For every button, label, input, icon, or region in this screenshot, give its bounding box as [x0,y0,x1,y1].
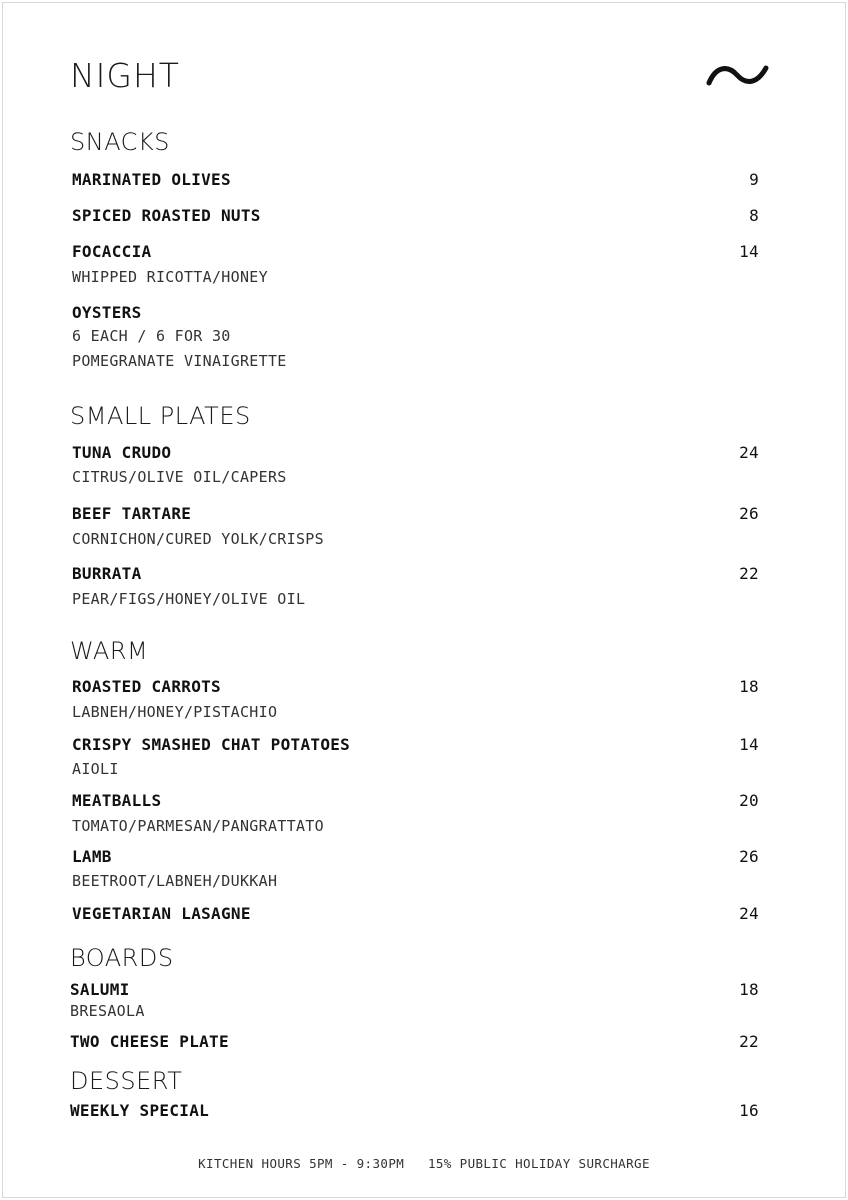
item-description: BRESAOLA [70,1002,145,1020]
item-name: SALUMI [70,980,130,999]
menu-title: NIGHT [70,56,180,95]
section-warm: WARM [70,637,149,665]
item-name: FOCACCIA [72,242,152,261]
item-name: LAMB [72,847,112,866]
section-small-plates: SMALL PLATES [70,402,251,430]
item-name: VEGETARIAN LASAGNE [72,904,251,923]
item-name: CRISPY SMASHED CHAT POTATOES [72,735,351,754]
item-name: TUNA CRUDO [72,443,172,462]
item-name: MARINATED OLIVES [72,170,231,189]
item-price: 14 [739,242,759,261]
item-price: 8 [749,206,759,225]
item-description: POMEGRANATE VINAIGRETTE [72,352,287,370]
item-description: 6 EACH / 6 FOR 30 [72,327,231,345]
item-price: 26 [739,504,759,523]
item-name: BURRATA [72,564,142,583]
section-snacks: SNACKS [70,128,170,156]
item-price: 22 [739,564,759,583]
footer-note: KITCHEN HOURS 5PM - 9:30PM 15% PUBLIC HOLIDAY SURCHARGE [198,1156,650,1171]
item-name: OYSTERS [72,303,142,322]
item-description: PEAR/FIGS/HONEY/OLIVE OIL [72,590,306,608]
item-description: WHIPPED RICOTTA/HONEY [72,268,268,286]
item-price: 14 [739,735,759,754]
item-description: LABNEH/HONEY/PISTACHIO [72,703,278,721]
item-price: 20 [739,791,759,810]
item-price: 24 [739,443,759,462]
item-name: BEEF TARTARE [72,504,192,523]
item-name: WEEKLY SPECIAL [70,1101,210,1120]
item-name: ROASTED CARROTS [72,677,221,696]
section-dessert: DESSERT [70,1067,183,1095]
item-name: SPICED ROASTED NUTS [72,206,261,225]
item-price: 18 [739,677,759,696]
item-description: BEETROOT/LABNEH/DUKKAH [72,872,278,890]
item-price: 16 [739,1101,759,1120]
item-description: TOMATO/PARMESAN/PANGRATTATO [72,817,324,835]
item-description: CORNICHON/CURED YOLK/CRISPS [72,530,324,548]
item-description: CITRUS/OLIVE OIL/CAPERS [72,468,287,486]
item-description: AIOLI [72,760,119,778]
item-name: MEATBALLS [72,791,162,810]
item-price: 18 [739,980,759,999]
item-name: TWO CHEESE PLATE [70,1032,229,1051]
item-price: 22 [739,1032,759,1051]
item-price: 24 [739,904,759,923]
section-boards: BOARDS [70,944,174,972]
item-price: 26 [739,847,759,866]
item-price: 9 [749,170,759,189]
tilde-icon [704,56,770,96]
